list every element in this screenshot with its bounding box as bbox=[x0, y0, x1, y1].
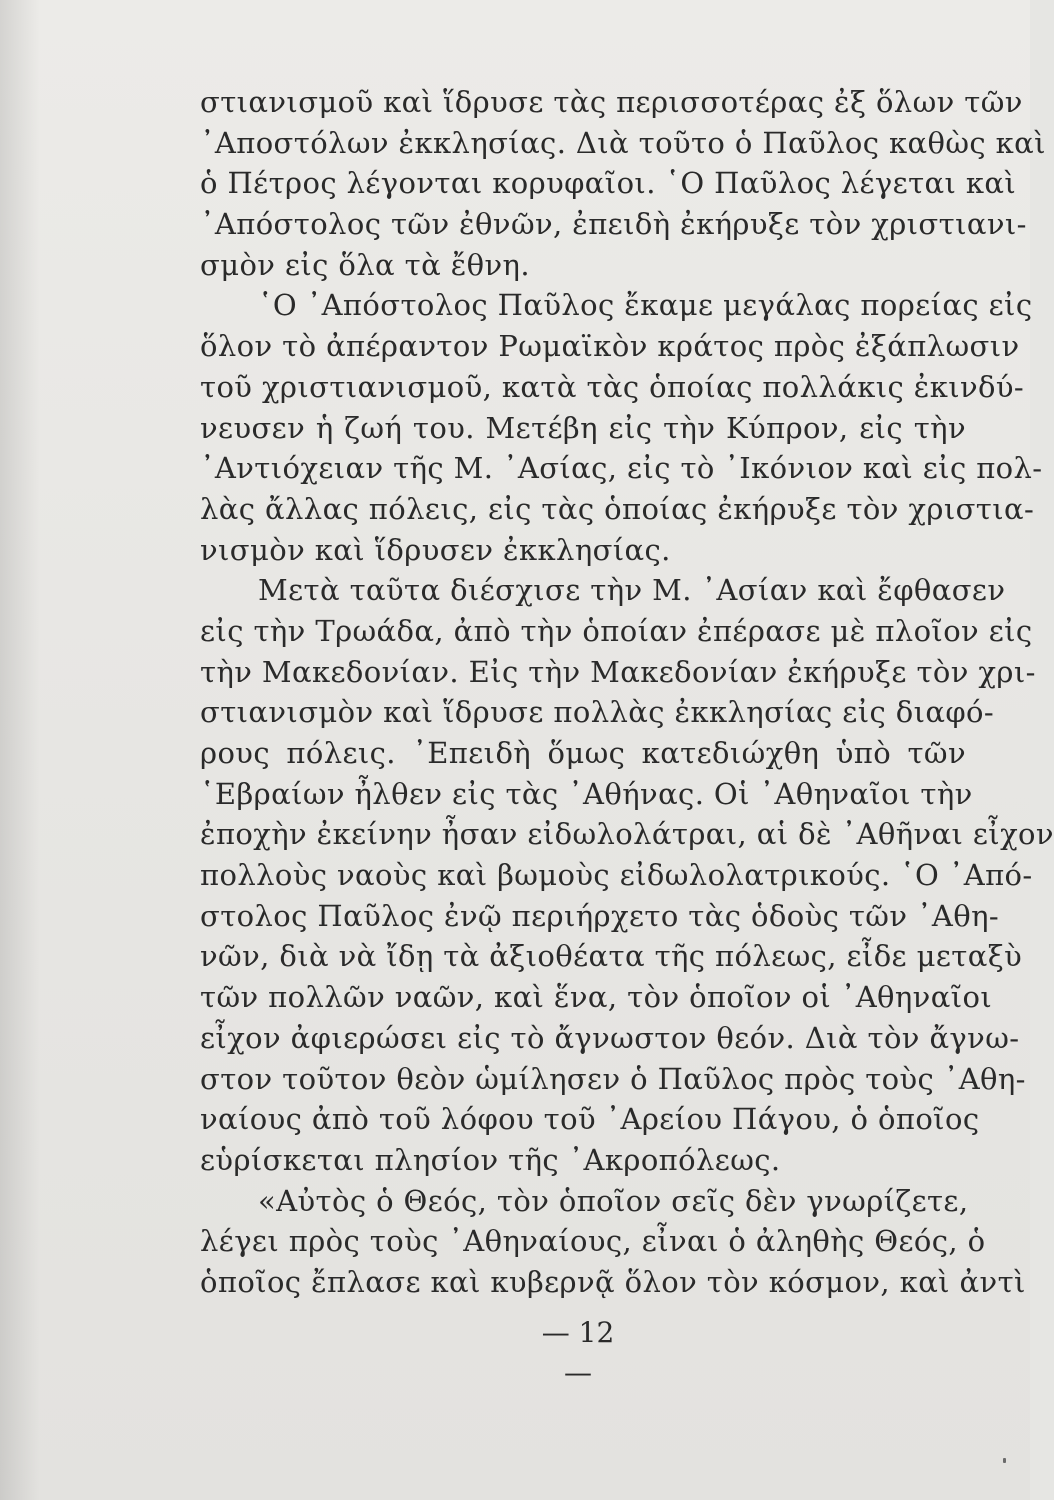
text-line: νευσεν ἡ ζωή του. Μετέβη εἰς τὴν Κύπρον, εἰς τὴν bbox=[200, 410, 966, 445]
text-line: ὅλον τὸ ἀπέραντον Ρωμαϊκὸν κράτος πρὸς ἐξάπλωσιν bbox=[200, 329, 1020, 364]
text-line: νισμὸν καὶ ἵδρυσεν ἐκκλησίας. bbox=[200, 532, 671, 567]
body-text bbox=[200, 82, 1054, 1303]
text-line: στολος Παῦλος ἐνῷ περιήρχετο τὰς ὁδοὺς τῶν ᾿Αθη- bbox=[200, 898, 1000, 933]
text-line: τοῦ χριστιανισμοῦ, κατὰ τὰς ὁποίας πολλάκις ἐκινδύ- bbox=[200, 369, 1025, 404]
text-line: λέγει πρὸς τοὺς ᾿Αθηναίους, εἶναι ὁ ἀληθὴς Θεός, ὁ bbox=[200, 1224, 986, 1259]
text-line: στον τοῦτον θεὸν ὡμίλησεν ὁ Παῦλος πρὸς τοὺς ᾿Αθη- bbox=[200, 1061, 1026, 1096]
text-line: ῾Ο ᾿Απόστολος Παῦλος ἔκαμε μεγάλας πορείας εἰς bbox=[258, 288, 1033, 323]
text-line: ᾿Απόστολος τῶν ἐθνῶν, ἐπειδὴ ἐκήρυξε τὸν χριστιανι- bbox=[200, 207, 1027, 242]
text-line: ᾿Αντιόχειαν τῆς Μ. ᾿Ασίας, εἰς τὸ ᾿Ικόνιον καὶ εἰς πολ- bbox=[200, 451, 1043, 486]
text-line: Μετὰ ταῦτα διέσχισε τὴν Μ. ᾿Ασίαν καὶ ἔφθασεν bbox=[258, 573, 1006, 608]
text-line: ὁ Πέτρος λέγονται κορυφαῖοι. ῾Ο Παῦλος λέγεται καὶ bbox=[200, 166, 1017, 201]
text-line: σμὸν εἰς ὅλα τὰ ἔθνη. bbox=[200, 247, 530, 282]
text-line: ρους πόλεις. ᾿Επειδὴ ὅμως κατεδιώχθη ὑπὸ τῶν bbox=[200, 736, 966, 770]
page-number: — 12 — bbox=[541, 1316, 615, 1389]
text-line: νῶν, διὰ νὰ ἴδῃ τὰ ἀξιοθέατα τῆς πόλεως, εἶδε μεταξὺ bbox=[200, 939, 1023, 974]
text-line: τῶν πολλῶν ναῶν, καὶ ἕνα, τὸν ὁποῖον οἱ ᾿Αθηναῖοι bbox=[200, 980, 993, 1015]
text-line: εἰς τὴν Τρωάδα, ἀπὸ τὴν ὁποίαν ἐπέρασε μὲ πλοῖον εἰς bbox=[200, 613, 1033, 648]
text-line: ὁποῖος ἔπλασε καὶ κυβερνᾷ ὅλον τὸν κόσμον, καὶ ἀντὶ bbox=[200, 1264, 1026, 1299]
text-line: στιανισμοῦ καὶ ἵδρυσε τὰς περισσοτέρας ἐξ ὅλων τῶν bbox=[200, 85, 1023, 119]
text-line: ᾿Αποστόλων ἐκκλησίας. Διὰ τοῦτο ὁ Παῦλος καθὼς καὶ bbox=[200, 125, 1046, 160]
page-edge-shadow bbox=[0, 0, 40, 1500]
text-line: λὰς ἄλλας πόλεις, εἰς τὰς ὁποίας ἐκήρυξε τὸν χριστια- bbox=[200, 491, 1035, 526]
text-line: εὑρίσκεται πλησίον τῆς ᾿Ακροπόλεως. bbox=[200, 1142, 781, 1177]
text-line: πολλοὺς ναοὺς καὶ βωμοὺς εἰδωλολατρικούς. ῾Ο ᾿Από- bbox=[200, 858, 1033, 893]
text-line: ἐποχὴν ἐκείνην ἦσαν εἰδωλολάτραι, αἱ δὲ ᾿Αθῆναι εἶχον bbox=[200, 817, 1054, 852]
text-line: «Αὐτὸς ὁ Θεός, τὸν ὁποῖον σεῖς δὲν γνωρίζετε, bbox=[258, 1183, 969, 1218]
text-line: εἶχον ἀφιερώσει εἰς τὸ ἄγνωστον θεόν. Διὰ τὸν ἄγνω- bbox=[200, 1020, 1020, 1055]
scan-speck bbox=[1003, 1458, 1006, 1463]
text-line: στιανισμὸν καὶ ἵδρυσε πολλὰς ἐκκλησίας εἰς διαφό- bbox=[200, 695, 995, 730]
text-line: ναίους ἀπὸ τοῦ λόφου τοῦ ᾿Αρείου Πάγου, ὁ ὁποῖος bbox=[200, 1102, 980, 1137]
text-line: τὴν Μακεδονίαν. Εἰς τὴν Μακεδονίαν ἐκήρυξε τὸν χρι- bbox=[200, 654, 1036, 689]
text-line: ῾Εβραίων ἦλθεν εἰς τὰς ᾿Αθήνας. Οἱ ᾿Αθηναῖοι τὴν bbox=[200, 776, 973, 811]
